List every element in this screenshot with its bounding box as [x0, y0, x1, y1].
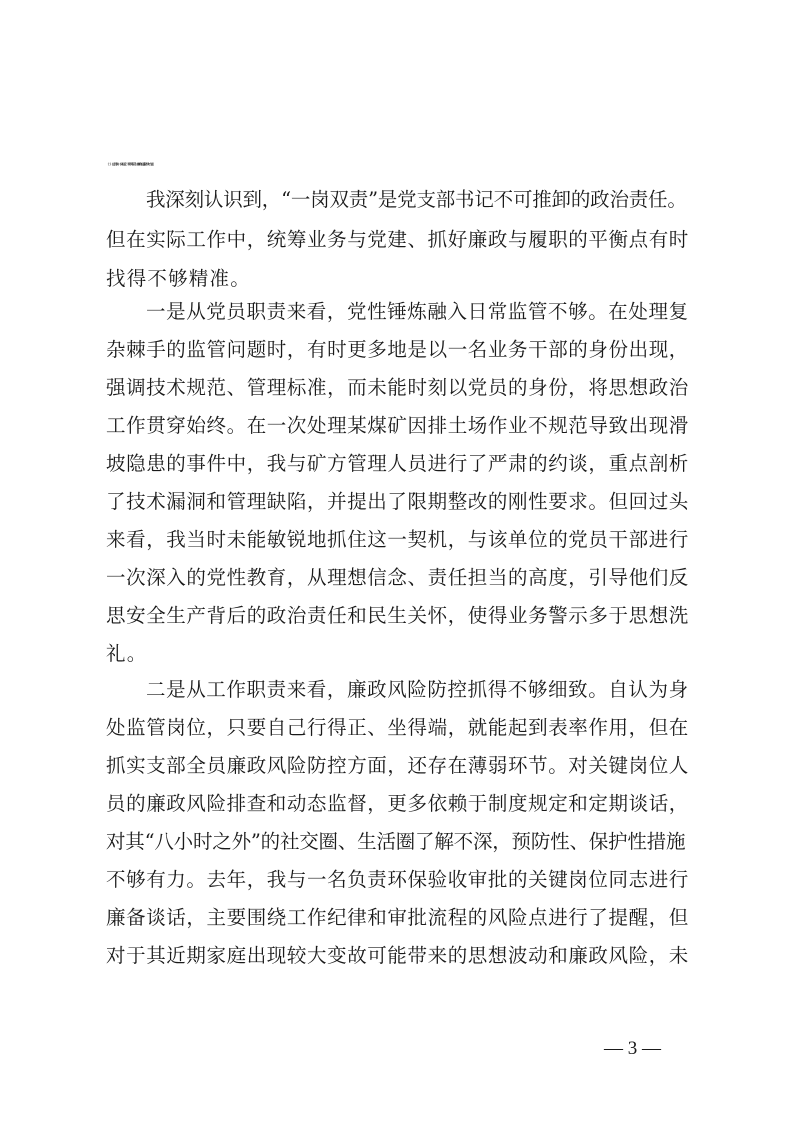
paragraph-line: 找得不够精准。 — [106, 267, 251, 290]
paragraph-line: 廉备谈话，主要围绕工作纪律和审批流程的风险点进行了提醒，但 — [106, 906, 689, 929]
paragraph-line: 礼。 — [106, 642, 148, 665]
paragraph-line: 员的廉政风险排查和动态监督，更多依赖于制度规定和定期谈话， — [106, 792, 689, 815]
paragraph-line: 一次深入的党性教育，从理想信念、责任担当的高度，引导他们反 — [106, 566, 689, 589]
paragraph-line: 强调技术规范、管理标准，而未能时刻以党员的身份，将思想政治 — [106, 376, 689, 399]
paragraph-line: 杂棘手的监管问题时，有时更多地是以一名业务干部的身份出现， — [106, 338, 689, 361]
paragraph-line: 思安全生产背后的政治责任和民生关怀，使得业务警示多于思想洗 — [106, 604, 689, 627]
paragraph-line: 坡隐患的事件中，我与矿方管理人员进行了严肃的约谈，重点剖析 — [106, 452, 689, 475]
paragraph-line: 抓实支部全员廉政风险防控方面，还存在薄弱环节。对关键岗位人 — [106, 754, 689, 777]
paragraph-line: 处监管岗位，只要自己行得正、坐得端，就能起到表率作用，但在 — [106, 716, 689, 739]
paragraph-line: 不够有力。去年，我与一名负责环保验收审批的关键岗位同志进行 — [106, 868, 689, 891]
paragraph-line: 对其“八小时之外”的社交圈、生活圈了解不深，预防性、保护性措施 — [106, 830, 686, 853]
paragraph-line: 二是从工作职责来看，廉政风险防控抓得不够细致。自认为身 — [146, 678, 689, 701]
page-number: — 3 — — [604, 1038, 661, 1059]
paragraph-line: 一是从党员职责来看，党性锤炼融入日常监管不够。在处理复 — [146, 300, 689, 323]
paragraph-line: 来看，我当时未能敏锐地抓住这一契机，与该单位的党员干部进行 — [106, 528, 689, 551]
paragraph-line: 但在实际工作中，统筹业务与党建、抓好廉政与履职的平衡点有时 — [106, 228, 689, 251]
paragraph-line: 我深刻认识到，“一岗双责”是党支部书记不可推卸的政治责任。 — [146, 188, 687, 211]
section-heading: （二）在“抓实‘一岗双责’，筑牢职责与廉政双重防线”方面 — [106, 162, 153, 166]
paragraph-line: 工作贯穿始终。在一次处理某煤矿因排土场作业不规范导致出现滑 — [106, 414, 689, 437]
paragraph-line: 了技术漏洞和管理缺陷，并提出了限期整改的刚性要求。但回过头 — [106, 490, 689, 513]
paragraph-line: 对于其近期家庭出现较大变故可能带来的思想波动和廉政风险，未 — [106, 944, 689, 967]
